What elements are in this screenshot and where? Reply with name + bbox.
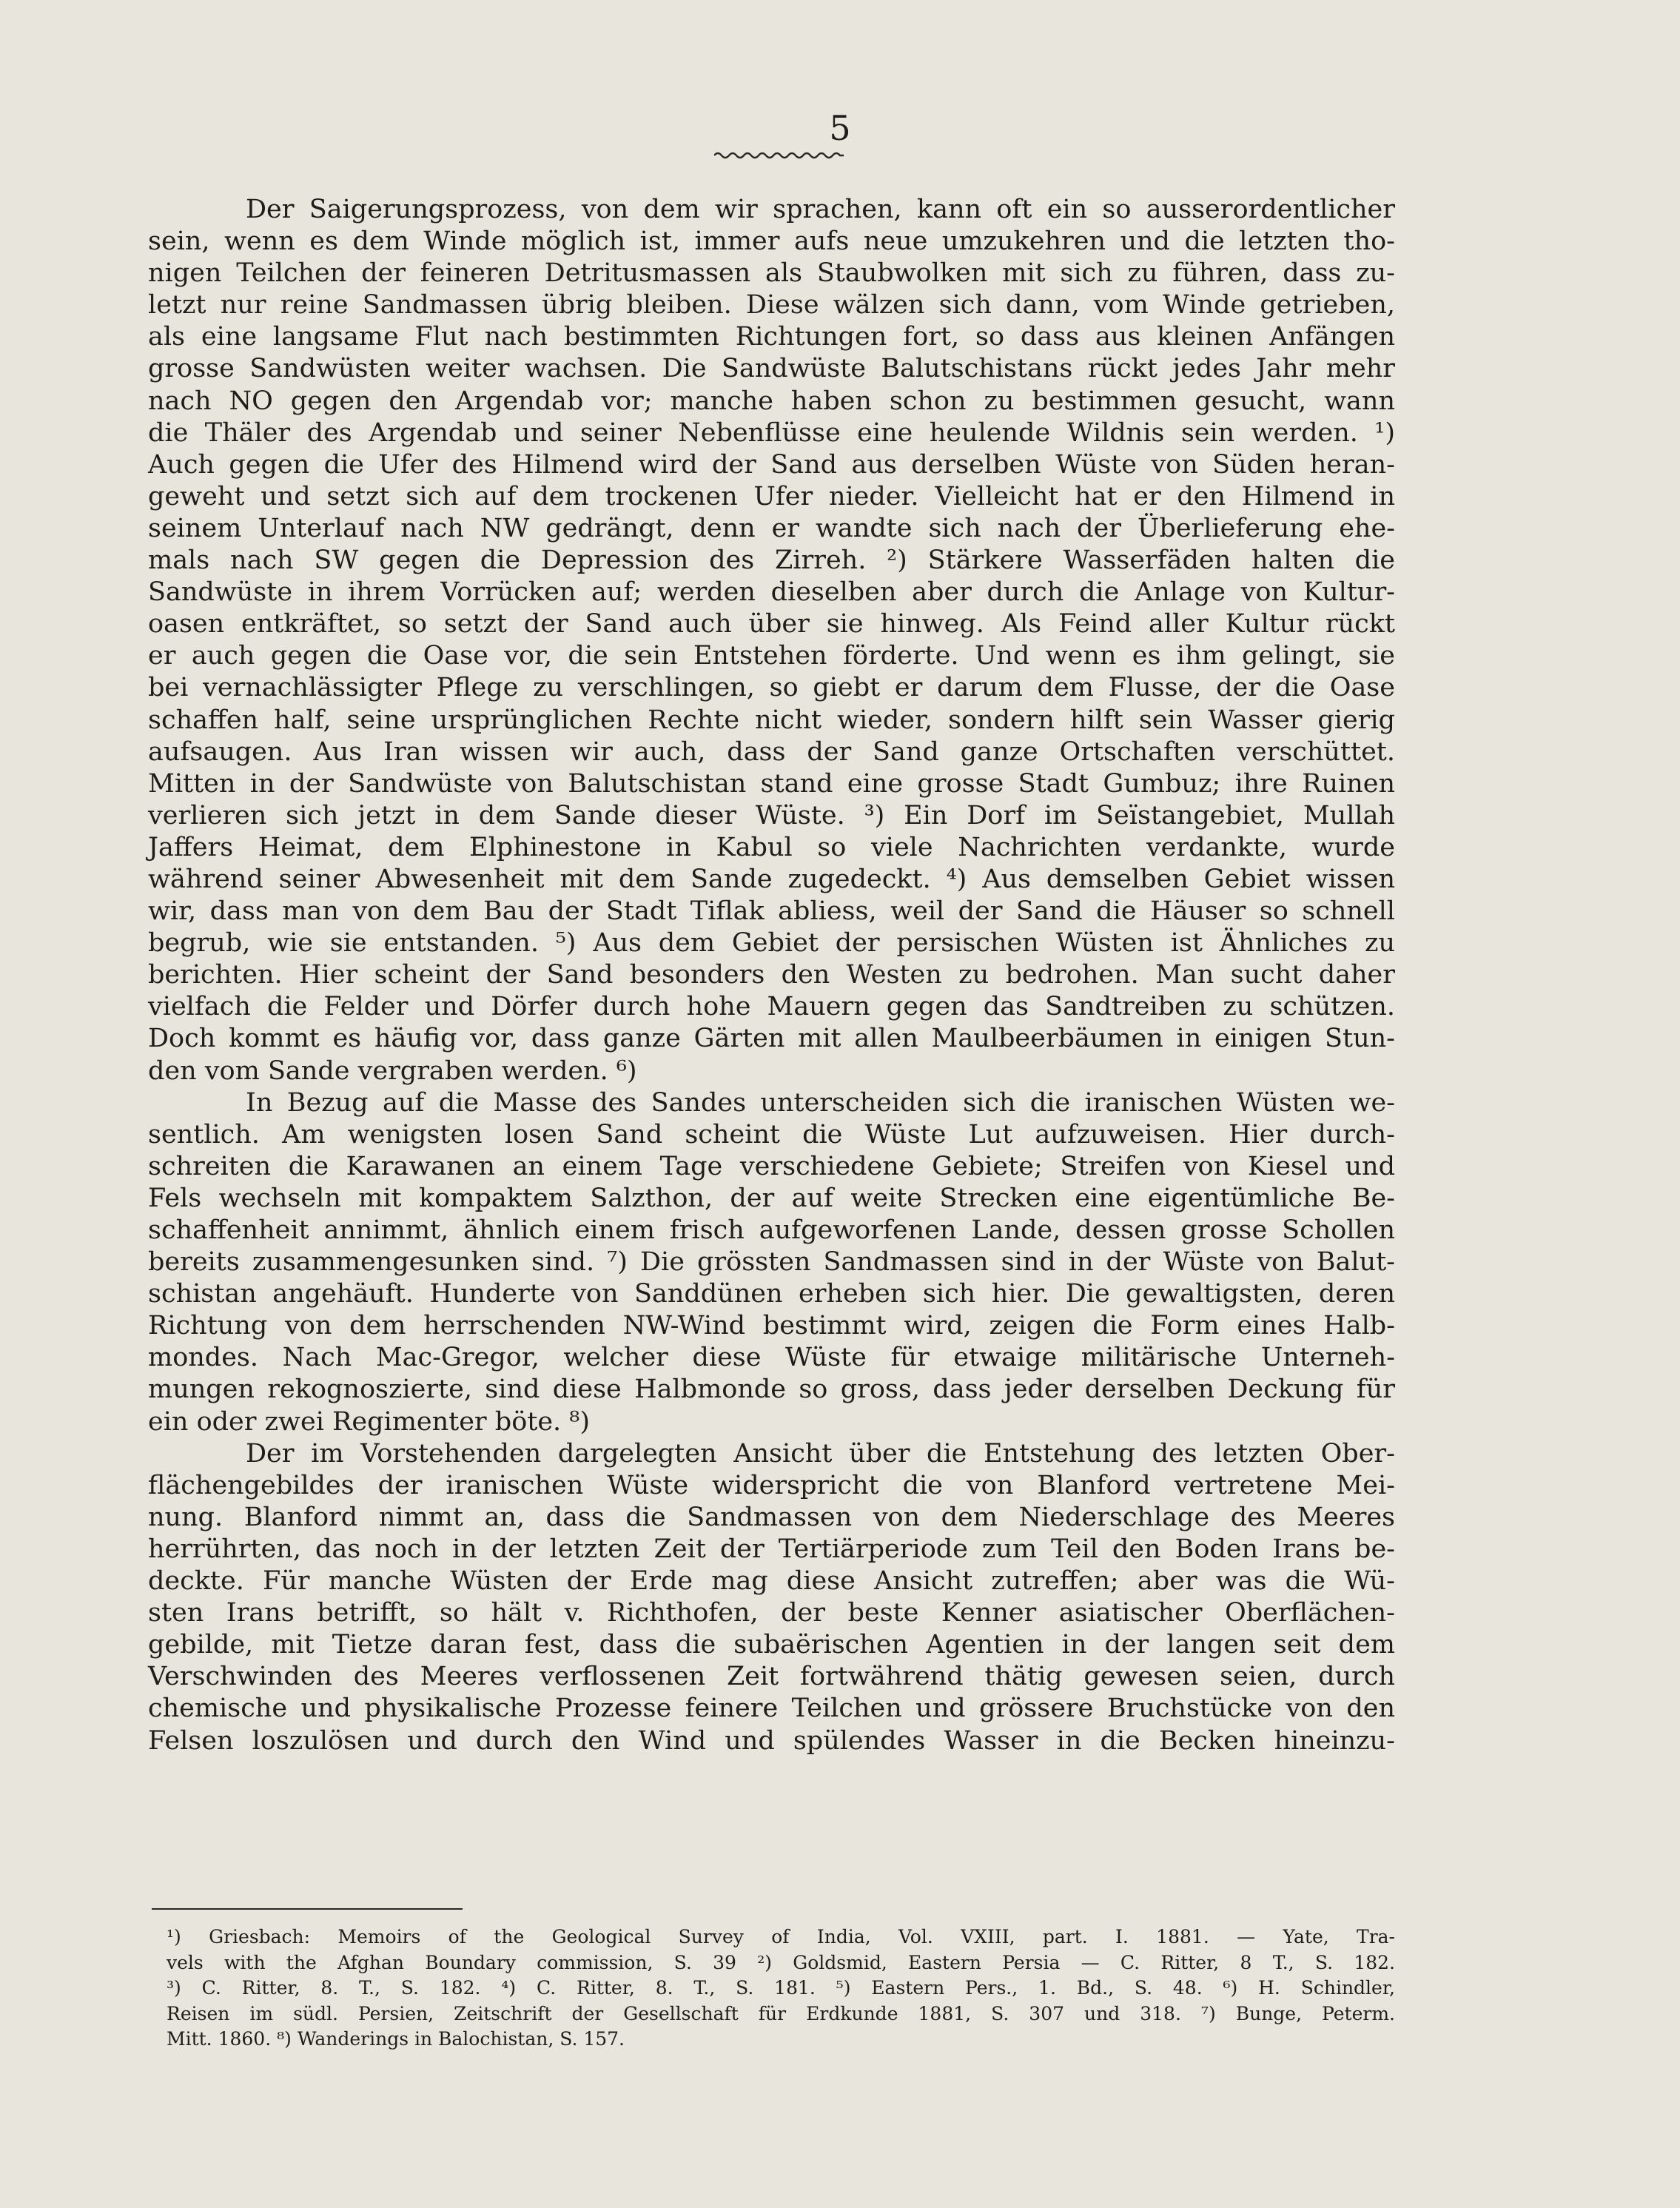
text-line: Felsen loszulösen und durch den Wind und spülendes Wasser in die Becken hineinzu-	[148, 1725, 1395, 1756]
text-line: Sandwüste in ihrem Vorrücken auf; werden dieselben aber durch die Anlage von Kultur-	[148, 577, 1395, 608]
text-line: gebilde, mit Tietze daran fest, dass die subaërischen Agentien in der langen seit dem	[148, 1630, 1395, 1660]
text-line: Der im Vorstehenden dargelegten Ansicht über die Entstehung des letzten Ober-	[246, 1438, 1395, 1469]
text-line: nung. Blanford nimmt an, dass die Sandmassen von dem Niederschlage des Meeres	[148, 1502, 1395, 1532]
text-line: verlieren sich jetzt in dem Sande dieser Wüste. ³) Ein Dorf im Seïstangebiet, Mullah	[148, 800, 1395, 830]
page-number: 5	[829, 108, 851, 148]
text-line: schaffenheit annimmt, ähnlich einem frisch aufgeworfenen Lande, dessen grosse Schollen	[148, 1215, 1395, 1245]
text-line: Der Saigerungsprozess, von dem wir sprachen, kann oft ein so ausserordentlicher	[246, 195, 1395, 224]
text-line: schaffen half, seine ursprünglichen Rechte nicht wieder, sondern hilft sein Wasser gierig	[148, 705, 1395, 735]
text-line: wir, dass man von dem Bau der Stadt Tiflak abliess, weil der Sand die Häuser so schnell	[148, 896, 1395, 927]
footnote-line: Reisen im südl. Persien, Zeitschrift der Gesellschaft für Erdkunde 1881, S. 307 und 318. ⁷) Bunge, Peterm.	[167, 2002, 1395, 2024]
wavy-ornament-icon	[714, 150, 844, 161]
text-line: seinem Unterlauf nach NW gedrängt, denn er wandte sich nach der Überlieferung ehe-	[148, 513, 1395, 543]
footnotes	[167, 1925, 1395, 2053]
text-line: während seiner Abwesenheit mit dem Sande zugedeckt. ⁴) Aus demselben Gebiet wissen	[148, 864, 1395, 894]
text-line: den vom Sande vergraben werden. ⁶)	[148, 1056, 637, 1086]
text-line: Mitten in der Sandwüste von Balutschistan stand eine grosse Stadt Gumbuz; ihre Ruinen	[148, 768, 1395, 799]
text-line: herrührten, das noch in der letzten Zeit der Tertiärperiode zum Teil den Boden Irans be-	[148, 1534, 1395, 1564]
text-line: nigen Teilchen der feineren Detritusmassen als Staubwolken mit sich zu führen, dass zu-	[148, 258, 1395, 289]
text-line: letzt nur reine Sandmassen übrig bleiben. Diese wälzen sich dann, vom Winde getrieben,	[148, 290, 1395, 321]
text-line: Verschwinden des Meeres verflossenen Zeit fortwährend thätig gewesen seien, durch	[148, 1662, 1395, 1692]
text-line: Fels wechseln mit kompaktem Salzthon, der auf weite Strecken eine eigentümliche Be-	[148, 1183, 1395, 1213]
text-line: begrub, wie sie entstanden. ⁵) Aus dem Gebiet der persischen Wüsten ist Ähnliches zu	[148, 928, 1395, 959]
footnote-line: vels with the Afghan Boundary commission, S. 39 ²) Goldsmid, Eastern Persia — C. Ritter, 8 T., S. 182.	[167, 1951, 1395, 1973]
text-line: deckte. Für manche Wüsten der Erde mag diese Ansicht zutreffen; aber was die Wü-	[148, 1566, 1395, 1597]
text-line: aufsaugen. Aus Iran wissen wir auch, dass der Sand ganze Ortschaften verschüttet.	[148, 736, 1395, 767]
text-line: nach NO gegen den Argendab vor; manche haben schon zu bestimmen gesucht, wann	[148, 386, 1395, 416]
text-line: geweht und setzt sich auf dem trockenen Ufer nieder. Vielleicht hat er den Hilmend in	[148, 481, 1395, 511]
text-line: Auch gegen die Ufer des Hilmend wird der Sand aus derselben Wüste von Süden heran-	[148, 449, 1395, 480]
text-line: schistan angehäuft. Hunderte von Sanddünen erheben sich hier. Die gewaltigsten, deren	[148, 1279, 1395, 1309]
footnote-line: Mitt. 1860. ⁸) Wanderings in Balochistan, S. 157.	[167, 2028, 625, 2050]
text-line: flächengebildes der iranischen Wüste widerspricht die von Blanford vertretene Mei-	[148, 1470, 1395, 1500]
text-line: chemische und physikalische Prozesse feinere Teilchen und grössere Bruchstücke von den	[148, 1694, 1395, 1724]
text-line: er auch gegen die Oase vor, die sein Entstehen förderte. Und wenn es ihm gelingt, sie	[148, 641, 1395, 671]
text-line: sein, wenn es dem Winde möglich ist, immer aufs neue umzukehren und die letzten tho-	[148, 226, 1395, 257]
text-line: ein oder zwei Regimenter böte. ⁸)	[148, 1406, 590, 1437]
text-line: In Bezug auf die Masse des Sandes unterscheiden sich die iranischen Wüsten we-	[246, 1087, 1395, 1118]
text-line: sentlich. Am wenigsten losen Sand scheint die Wüste Lut aufzuweisen. Hier durch-	[148, 1119, 1395, 1150]
text-line: mals nach SW gegen die Depression des Zirreh. ²) Stärkere Wasserfäden halten die	[148, 546, 1395, 576]
footnote-line: ³) C. Ritter, 8. T., S. 182. ⁴) C. Ritter, 8. T., S. 181. ⁵) Eastern Pers., 1. Bd., S. 48. ⁶) H. Schindler,	[167, 1977, 1395, 1999]
text-line: bereits zusammengesunken sind. ⁷) Die grössten Sandmassen sind in der Wüste von Balut-	[148, 1247, 1395, 1278]
text-line: grosse Sandwüsten weiter wachsen. Die Sandwüste Balutschistans rückt jedes Jahr mehr	[148, 354, 1395, 384]
text-line: schreiten die Karawanen an einem Tage verschiedene Gebiete; Streifen von Kiesel und	[148, 1151, 1395, 1181]
text-line: oasen entkräftet, so setzt der Sand auch über sie hinweg. Als Feind aller Kultur rückt	[148, 609, 1395, 640]
text-line: sten Irans betrifft, so hält v. Richthofen, der beste Kenner asiatischer Oberflächen-	[148, 1598, 1395, 1628]
text-line: Jaffers Heimat, dem Elphinestone in Kabul so viele Nachrichten verdankte, wurde	[148, 832, 1395, 862]
body-text	[148, 194, 1395, 1757]
text-line: mungen rekognoszierte, sind diese Halbmonde so gross, dass jeder derselben Deckung für	[148, 1375, 1395, 1405]
text-line: als eine langsame Flut nach bestimmten Richtungen fort, so dass aus kleinen Anfängen	[148, 322, 1395, 352]
text-line: berichten. Hier scheint der Sand besonders den Westen zu bedrohen. Man sucht daher	[148, 960, 1395, 990]
text-line: Richtung von dem herrschenden NW-Wind bestimmt wird, zeigen die Form eines Halb-	[148, 1311, 1395, 1341]
footnote-divider	[152, 1908, 463, 1910]
text-line: bei vernachlässigter Pflege zu verschlingen, so giebt er darum dem Flusse, der die Oase	[148, 673, 1395, 703]
text-line: vielfach die Felder und Dörfer durch hohe Mauern gegen das Sandtreiben zu schützen.	[148, 992, 1395, 1022]
footnote-line: ¹) Griesbach: Memoirs of the Geological Survey of India, Vol. VXIII, part. I. 1881. — Yate, Tra-	[167, 1926, 1395, 1947]
text-line: Doch kommt es häufig vor, dass ganze Gärten mit allen Maulbeerbäumen in einigen Stun-	[148, 1024, 1395, 1054]
text-line: die Thäler des Argendab und seiner Nebenflüsse eine heulende Wildnis sein werden. ¹)	[148, 417, 1395, 448]
text-line: mondes. Nach Mac-Gregor, welcher diese Wüste für etwaige militärische Unterneh-	[148, 1343, 1395, 1373]
